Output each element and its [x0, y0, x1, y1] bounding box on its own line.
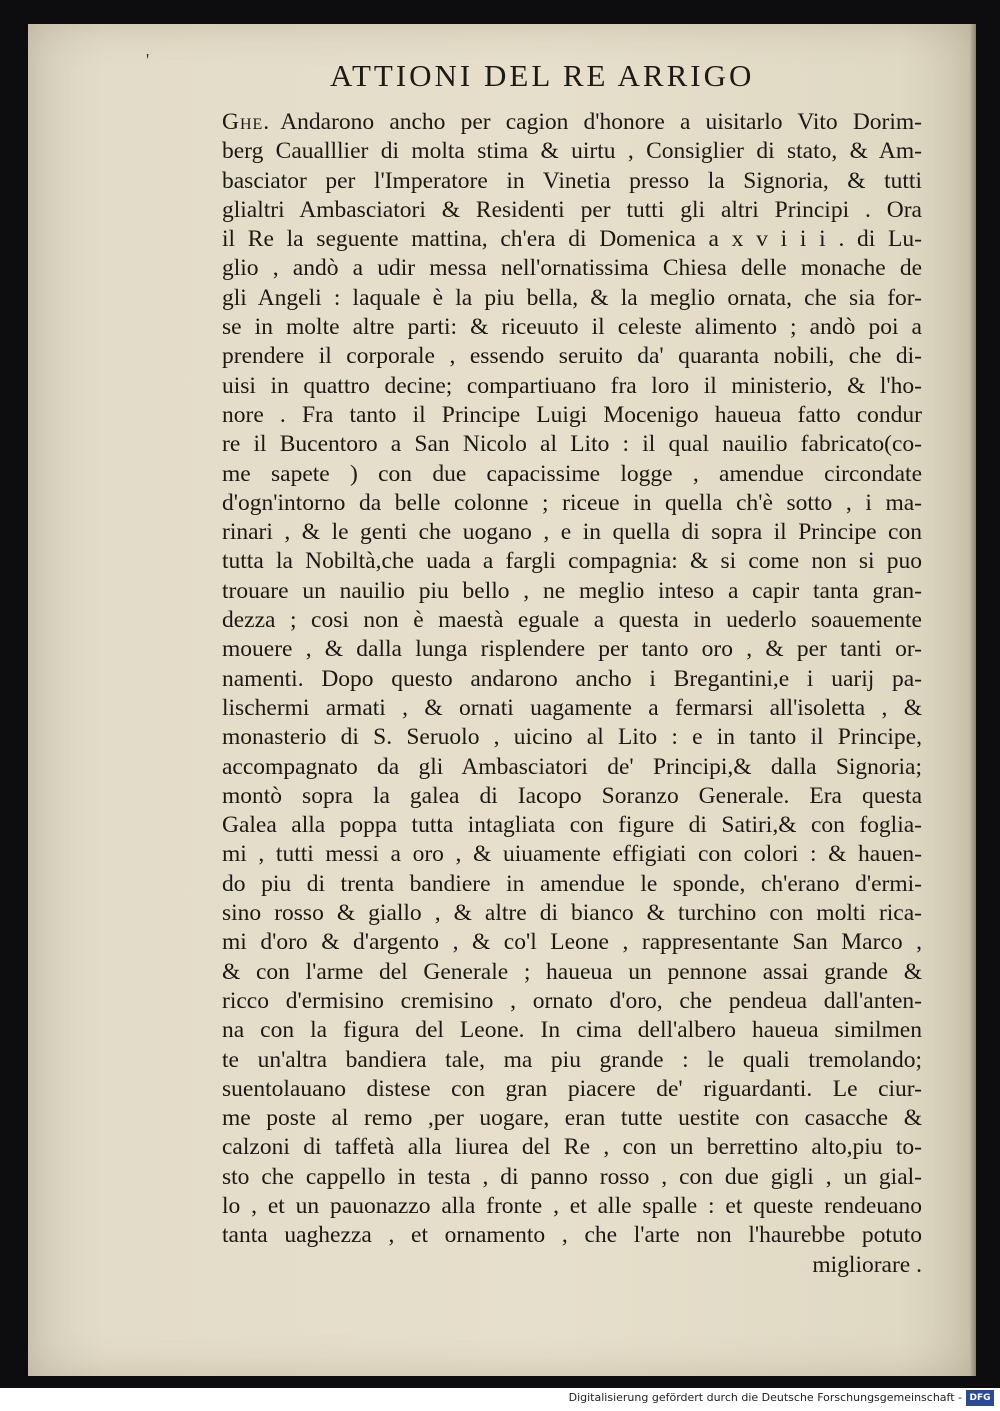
margin-mark: ' — [146, 50, 150, 70]
text-line: tanta uaghezza , et ornamento , che l'arte non l'haurebbe potuto — [222, 1222, 922, 1249]
body-text — [222, 108, 922, 1280]
text-line: se in molte altre parti: & riceuuto il celeste alimento ; andò poi a — [222, 314, 922, 341]
text-line: glio , andò a udir messa nell'ornatissima Chiesa delle monache de — [222, 255, 922, 282]
text-line: d'ogn'intorno da belle colonne ; riceue in quella ch'è sotto , i ma- — [222, 489, 922, 516]
text-line: me sapete ) con due capacissime logge , amendue circondate — [222, 460, 922, 487]
text-line: dezza ; cosi non è maestà eguale a questa in uederlo soauemente — [222, 607, 922, 634]
text-line: glialtri Ambasciatori & Residenti per tutti gli altri Principi . Ora — [222, 196, 922, 223]
text-line: trouare un nauilio piu bello , ne meglio inteso a capir tanta gran- — [222, 577, 922, 604]
text-line — [222, 108, 922, 137]
text-line: suentolauano distese con gran piacere de' riguardanti. Le ciur- — [222, 1075, 922, 1102]
text-line-final: migliorare . — [812, 1251, 922, 1278]
text-line: re il Bucentoro a San Nicolo al Lito : il qual nauilio fabricato(co- — [222, 431, 922, 458]
text-line: na con la figura del Leone. In cima dell'albero haueua similmen — [222, 1017, 922, 1044]
text-line: basciator per l'Imperatore in Vinetia presso la Signoria, & tutti — [222, 167, 922, 194]
dfg-logo: DFG — [966, 1390, 994, 1406]
text-line: rinari , & le genti che uogano , e in quella di sopra il Principe con — [222, 519, 922, 546]
speaker-label: Ghe. — [222, 109, 271, 135]
text-line: te un'altra bandiera tale, ma piu grande : le quali tremolando; — [222, 1046, 922, 1073]
text-line: & con l'arme del Generale ; haueua un pennone assai grande & — [222, 958, 922, 985]
text-line: prendere il corporale , essendo seruito da' quaranta nobili, che di- — [222, 343, 922, 370]
text-line: uisi in quattro decine; compartiuano fra loro il ministerio, & l'ho- — [222, 372, 922, 399]
text-line: tutta la Nobiltà,che uada a fargli compagnia: & si come non si puo — [222, 548, 922, 575]
text-line: lo , et un pauonazzo alla fronte , et alle spalle : et queste rendeuano — [222, 1192, 922, 1219]
text-line: mi d'oro & d'argento , & co'l Leone , rappresentante San Marco , — [222, 929, 922, 956]
text-line: il Re la seguente mattina, ch'era di Domenica a x v i i i . di Lu- — [222, 226, 922, 253]
text-line: lischermi armati , & ornati uagamente a fermarsi all'isoletta , & — [222, 694, 922, 721]
text-line: mi , tutti messi a oro , & uiuamente effigiati con colori : & hauen- — [222, 841, 922, 868]
text-line: monasterio di S. Seruolo , uicino al Lito : e in tanto il Principe, — [222, 724, 922, 751]
text-line: mouere , & dalla lunga risplendere per tanto oro , & per tanti or- — [222, 636, 922, 663]
text-line-content: Andarono ancho per cagion d'honore a uisitarlo Vito Dorim- — [280, 109, 922, 135]
text-line: do piu di trenta bandiere in amendue le sponde, ch'erano d'ermi- — [222, 870, 922, 897]
text-line: gli Angeli : laquale è la piu bella, & la meglio ornata, che sia for- — [222, 284, 922, 311]
text-line: Galea alla poppa tutta intagliata con figure di Satiri,& con foglia- — [222, 812, 922, 839]
running-head: ATTIONI DEL RE ARRIGO — [330, 58, 755, 93]
text-line: namenti. Dopo questo andarono ancho i Bregantini,e i uarij pa- — [222, 665, 922, 692]
digitization-footer — [0, 1388, 1000, 1411]
text-line: ricco d'ermisino cremisino , ornato d'oro, che pendeua dall'anten- — [222, 987, 922, 1014]
text-line: sino rosso & giallo , & altre di bianco & turchino con molti rica- — [222, 900, 922, 927]
funding-credit: Digitalisierung gefördert durch die Deutsche Forschungsgemeinschaft - — [568, 1391, 962, 1404]
text-line: berg Caualllier di molta stima & uirtu , Consiglier di stato, & Am- — [222, 138, 922, 165]
text-line: calzoni di taffetà alla liurea del Re , con un berrettino alto,piu to- — [222, 1134, 922, 1161]
text-line: me poste al remo ,per uogare, eran tutte uestite con casacche & — [222, 1105, 922, 1132]
text-line: montò sopra la galea di Iacopo Soranzo Generale. Era questa — [222, 782, 922, 809]
text-line: sto che cappello in testa , di panno rosso , con due gigli , un gial- — [222, 1163, 922, 1190]
text-line: accompagnato da gli Ambasciatori de' Principi,& dalla Signoria; — [222, 753, 922, 780]
text-line: nore . Fra tanto il Principe Luigi Mocenigo haueua fatto condur — [222, 401, 922, 428]
page-edge — [970, 24, 976, 1376]
